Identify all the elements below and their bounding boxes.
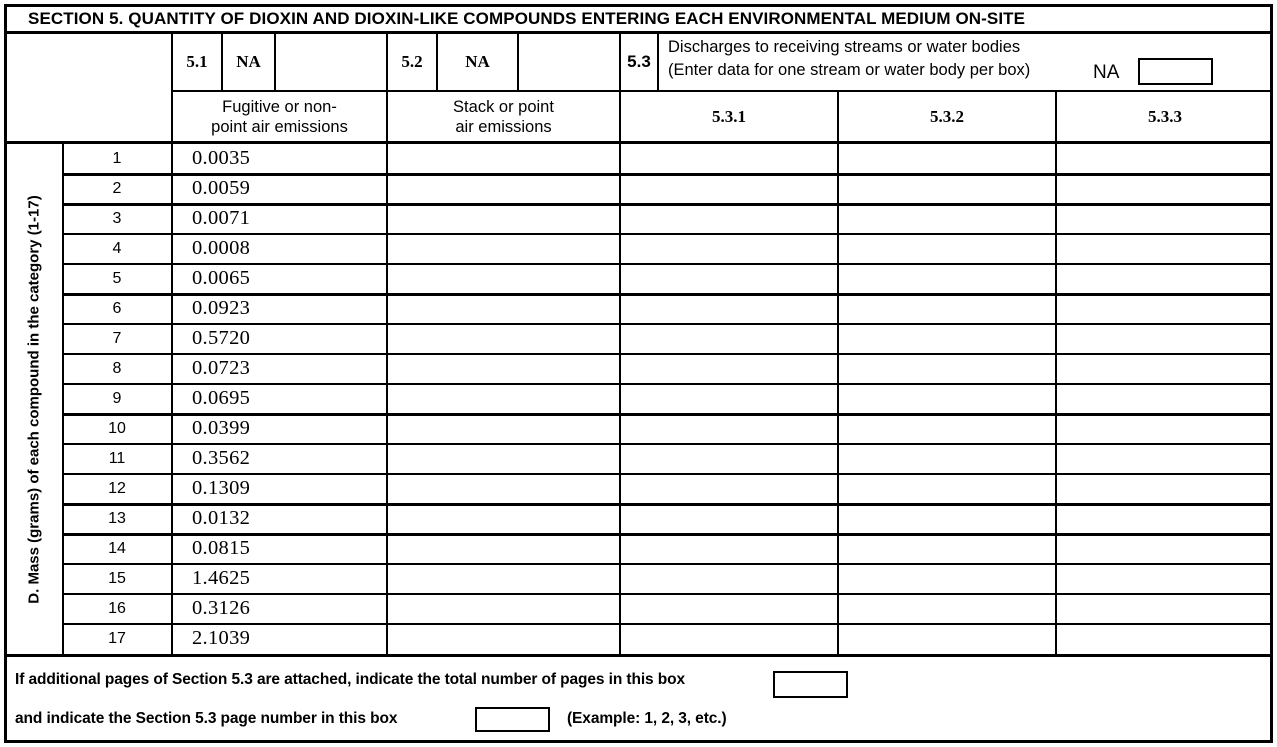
s533-value-cell[interactable]: [1058, 264, 1270, 294]
s531-value-cell[interactable]: [622, 354, 835, 384]
row-number: 9: [112, 390, 122, 407]
row-number: 10: [108, 420, 126, 437]
field-5-2-na-label: NA: [465, 52, 490, 71]
s532-value-cell[interactable]: [840, 204, 1053, 234]
s532-value-cell[interactable]: [840, 234, 1053, 264]
row-number: 2: [112, 180, 122, 197]
field-5-1-na-label: NA: [236, 52, 261, 71]
s532-value-cell[interactable]: [840, 354, 1053, 384]
row-number: 12: [108, 480, 126, 497]
fugitive-value-cell[interactable]: 0.0035: [192, 147, 251, 169]
stack-value-cell[interactable]: [390, 534, 617, 564]
s533-value-cell[interactable]: [1058, 204, 1270, 234]
s531-value-cell[interactable]: [622, 624, 835, 654]
stack-value-cell[interactable]: [390, 564, 617, 594]
stack-value-cell[interactable]: [390, 444, 617, 474]
s531-value-cell[interactable]: [622, 534, 835, 564]
column-header-5-3-1: 5.3.1: [712, 106, 746, 126]
fugitive-value-cell[interactable]: 0.3562: [192, 447, 251, 469]
column-header-stack-air: [388, 92, 619, 141]
row-number: 15: [108, 570, 126, 587]
s533-value-cell[interactable]: [1058, 444, 1270, 474]
row-number: 6: [112, 300, 122, 317]
stack-value-cell[interactable]: [390, 504, 617, 534]
stack-value-cell[interactable]: [390, 324, 617, 354]
s531-value-cell[interactable]: [622, 294, 835, 324]
footer-note-line1: If additional pages of Section 5.3 are attached, indicate the total number of pages in this box: [15, 671, 686, 688]
s533-value-cell[interactable]: [1058, 324, 1270, 354]
total-pages-entry-box[interactable]: [773, 671, 848, 698]
fugitive-value-cell[interactable]: 0.0071: [192, 207, 251, 229]
s532-value-cell[interactable]: [840, 294, 1053, 324]
s532-value-cell[interactable]: [840, 444, 1053, 474]
stack-header-line2: air emissions: [455, 117, 552, 136]
row-number: 13: [108, 510, 126, 527]
stack-value-cell[interactable]: [390, 474, 617, 504]
fugitive-value-cell[interactable]: 0.0065: [192, 267, 251, 289]
s532-value-cell[interactable]: [840, 324, 1053, 354]
s531-value-cell[interactable]: [622, 144, 835, 174]
page-number-entry-box[interactable]: [475, 707, 550, 732]
stack-value-cell[interactable]: [390, 174, 617, 204]
s532-value-cell[interactable]: [840, 414, 1053, 444]
fugitive-value-cell[interactable]: 0.1309: [192, 477, 251, 499]
s532-value-cell[interactable]: [840, 144, 1053, 174]
stack-value-cell[interactable]: [390, 414, 617, 444]
grid-line: [1055, 92, 1057, 654]
s531-value-cell[interactable]: [622, 474, 835, 504]
row-number: 3: [112, 210, 122, 227]
stack-value-cell[interactable]: [390, 354, 617, 384]
s531-value-cell[interactable]: [622, 264, 835, 294]
field-5-3-na-label: NA: [1093, 62, 1120, 83]
field-5-1-na-entry-box[interactable]: [276, 34, 386, 90]
grid-line: [4, 654, 1273, 657]
footer-example-text: (Example: 1, 2, 3, etc.): [567, 710, 727, 727]
s533-value-cell[interactable]: [1058, 234, 1270, 264]
fugitive-header-line1: Fugitive or non-: [222, 97, 337, 116]
s533-value-cell[interactable]: [1058, 504, 1270, 534]
row-number: 16: [108, 600, 126, 617]
footer-note-line2: and indicate the Section 5.3 page number in this box: [15, 710, 398, 727]
s533-value-cell[interactable]: [1058, 624, 1270, 654]
fugitive-value-cell[interactable]: 0.0695: [192, 387, 251, 409]
s532-value-cell[interactable]: [840, 504, 1053, 534]
mass-grams-axis-label-text: D. Mass (grams) of each compound in the category (1-17): [26, 194, 44, 604]
s531-value-cell[interactable]: [622, 384, 835, 414]
field-5-3-description-line2: (Enter data for one stream or water body per box): [668, 61, 1031, 79]
s531-value-cell[interactable]: [622, 564, 835, 594]
s533-value-cell[interactable]: [1058, 384, 1270, 414]
s532-value-cell[interactable]: [840, 384, 1053, 414]
stack-value-cell[interactable]: [390, 234, 617, 264]
stack-value-cell[interactable]: [390, 594, 617, 624]
field-5-3-na-checkbox[interactable]: [1138, 58, 1213, 85]
row-number: 7: [112, 330, 122, 347]
row-number: 4: [112, 240, 122, 257]
s532-value-cell[interactable]: [840, 534, 1053, 564]
s532-value-cell[interactable]: [840, 174, 1053, 204]
s533-value-cell[interactable]: [1058, 474, 1270, 504]
stack-value-cell[interactable]: [390, 294, 617, 324]
column-header-5-3-3: 5.3.3: [1148, 106, 1182, 126]
s533-value-cell[interactable]: [1058, 414, 1270, 444]
fugitive-value-cell[interactable]: 0.0923: [192, 297, 251, 319]
fugitive-value-cell[interactable]: 1.4625: [192, 567, 251, 589]
fugitive-value-cell[interactable]: 0.0815: [192, 537, 251, 559]
fugitive-value-cell[interactable]: 0.0132: [192, 507, 251, 529]
stack-value-cell[interactable]: [390, 264, 617, 294]
field-5-1-label: 5.1: [186, 52, 208, 71]
column-header-fugitive-air: [173, 92, 386, 141]
stack-value-cell[interactable]: [390, 144, 617, 174]
section-title: SECTION 5. QUANTITY OF DIOXIN AND DIOXIN-LIKE COMPOUNDS ENTERING EACH ENVIRONMENTAL MEDIUM ON-SITE: [28, 9, 1026, 28]
fugitive-value-cell[interactable]: 0.5720: [192, 327, 251, 349]
row-number: 17: [108, 630, 126, 647]
field-5-2-label: 5.2: [401, 52, 423, 71]
s533-value-cell[interactable]: [1058, 534, 1270, 564]
grid-line: [657, 34, 659, 90]
s532-value-cell[interactable]: [840, 474, 1053, 504]
s531-value-cell[interactable]: [622, 504, 835, 534]
grid-line: [837, 92, 839, 654]
field-5-3-label: 5.3: [627, 52, 651, 71]
s532-value-cell[interactable]: [840, 594, 1053, 624]
stack-value-cell[interactable]: [390, 624, 617, 654]
s531-value-cell[interactable]: [622, 204, 835, 234]
s533-value-cell[interactable]: [1058, 594, 1270, 624]
s532-value-cell[interactable]: [840, 564, 1053, 594]
s531-value-cell[interactable]: [622, 594, 835, 624]
row-number: 5: [112, 270, 122, 287]
stack-value-cell[interactable]: [390, 204, 617, 234]
fugitive-value-cell[interactable]: 0.0059: [192, 177, 251, 199]
fugitive-value-cell[interactable]: 0.0723: [192, 357, 251, 379]
field-5-3-description-line1: Discharges to receiving streams or water bodies: [668, 38, 1021, 56]
s533-value-cell[interactable]: [1058, 174, 1270, 204]
row-number: 11: [108, 450, 126, 467]
row-number: 8: [112, 360, 122, 377]
stack-value-cell[interactable]: [390, 384, 617, 414]
stack-header-line1: Stack or point: [453, 97, 554, 116]
column-header-5-3-2: 5.3.2: [930, 106, 964, 126]
s531-value-cell[interactable]: [622, 324, 835, 354]
fugitive-header-line2: point air emissions: [211, 117, 348, 136]
fugitive-value-cell[interactable]: 0.3126: [192, 597, 251, 619]
s533-value-cell[interactable]: [1058, 144, 1270, 174]
s531-value-cell[interactable]: [622, 234, 835, 264]
s533-value-cell[interactable]: [1058, 354, 1270, 384]
s532-value-cell[interactable]: [840, 624, 1053, 654]
s533-value-cell[interactable]: [1058, 294, 1270, 324]
s532-value-cell[interactable]: [840, 264, 1053, 294]
s531-value-cell[interactable]: [622, 444, 835, 474]
fugitive-value-cell[interactable]: 2.1039: [192, 627, 251, 649]
row-number: 1: [112, 150, 122, 167]
field-5-2-na-entry-box[interactable]: [519, 34, 619, 90]
row-number: 14: [108, 540, 126, 557]
s533-value-cell[interactable]: [1058, 564, 1270, 594]
fugitive-value-cell[interactable]: 0.0399: [192, 417, 251, 439]
s531-value-cell[interactable]: [622, 414, 835, 444]
fugitive-value-cell[interactable]: 0.0008: [192, 237, 251, 259]
s531-value-cell[interactable]: [622, 174, 835, 204]
mass-grams-axis-label: [7, 144, 62, 654]
